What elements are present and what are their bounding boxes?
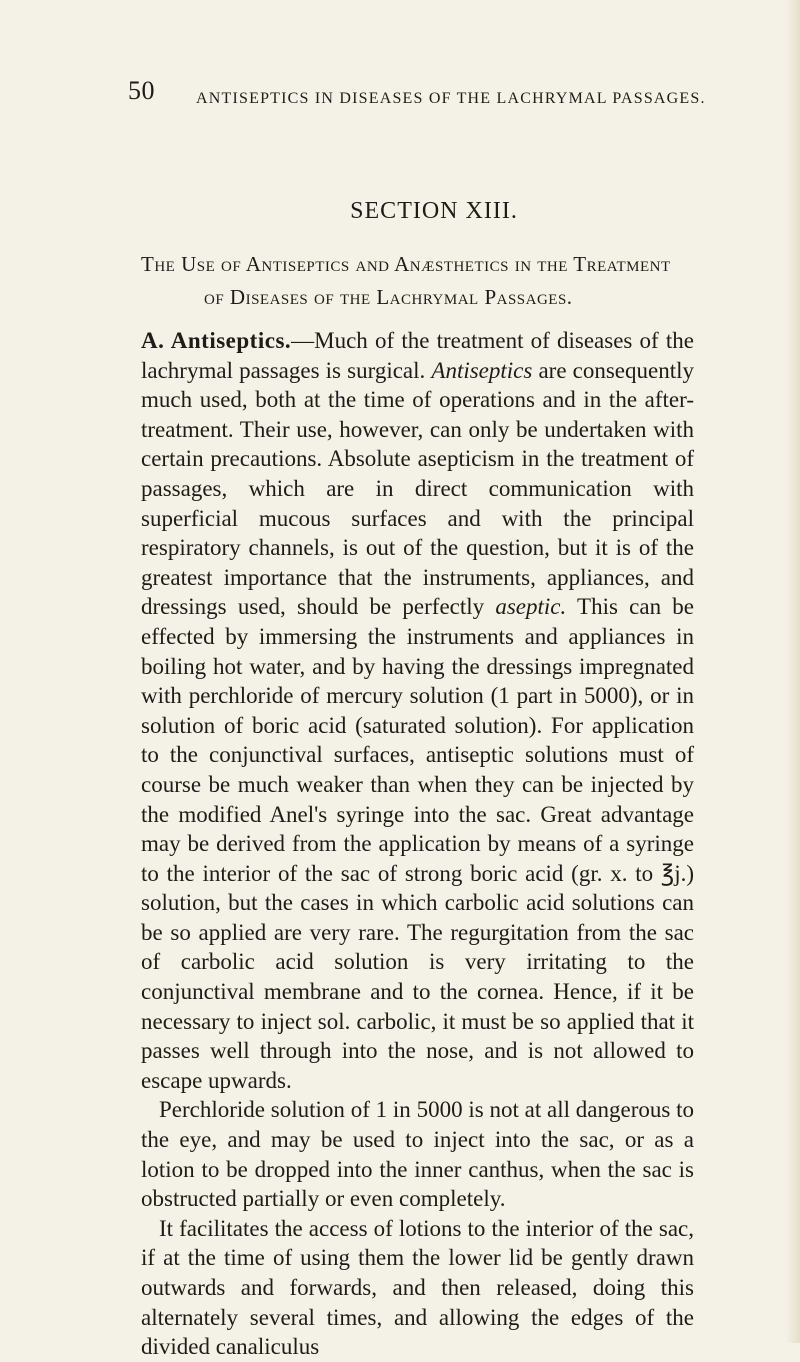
paragraph-text: This can be effected by immersing the instruments and appliances in boiling hot water, and by having the dressings impregnated with perchloride of mercury solution (1 part in 5000), or in solution of boric acid (saturated solution). For application to the conjunctival surfaces, antiseptic solutions must of course be much weaker than when they can be injected by the modified Anel's syringe into the sac. Great advantage may be derived from the application by means of a syringe to the interior of the sac of strong boric acid (gr. x. to ℥j.) solution, but the cases in which carbolic acid solutions can be so applied are very rare. The regurgitation from the sac of carbolic acid solution is very irritating to the conjunctival membrane and to the cornea. Hence, if it be necessary to inject sol. carbolic, it must be so applied that it passes well through into the nose, and is not allowed to escape upwards. [141, 594, 694, 1093]
paragraph-lead-label: A. Antiseptics. [141, 328, 292, 353]
paragraph-text: —Much of the treatment of diseases of the lachrymal passages is surgical. [141, 328, 694, 383]
paragraph-text: are consequently much used, both at the time of operations and in the after-treatment. Their use, however, can only be undertaken with certain precautions. Absolute asepticism in the treatment of passages, which are in direct communication with superficial mucous surfaces and with the principal respiratory channels, is out of the question, but it is of the greatest importance that the instruments, appliances, and dressings used, should be perfectly [141, 357, 694, 620]
italic-term: aseptic. [495, 594, 567, 620]
paragraph-antiseptics [141, 326, 694, 1095]
running-title: ANTISEPTICS IN DISEASES OF THE LACHRYMAL PASSAGES. [196, 90, 706, 107]
section-heading: SECTION XIII. [350, 198, 518, 224]
section-subtitle-line-1: The Use of Antiseptics and Anæsthetics in the Treatment [141, 252, 671, 276]
page-number: 50 [128, 76, 155, 105]
body-text [141, 326, 694, 1362]
section-subtitle-line-2: of Diseases of the Lachrymal Passages. [204, 285, 573, 309]
paragraph-lotions: It facilitates the access of lotions to the interior of the sac, if at the time of using them the lower lid be gently drawn outwards and forwards, and then released, doing this alternately several times, and allowing the edges of the divided canaliculus [141, 1215, 694, 1360]
italic-term: Antiseptics [431, 357, 533, 383]
running-head [128, 76, 706, 114]
paragraph-perchloride: Perchloride solution of 1 in 5000 is not at all dangerous to the eye, and may be used to inject into the sac, or as a lotion to be dropped into the inner canthus, when the sac is obstructed partially or even completely. [141, 1097, 694, 1212]
